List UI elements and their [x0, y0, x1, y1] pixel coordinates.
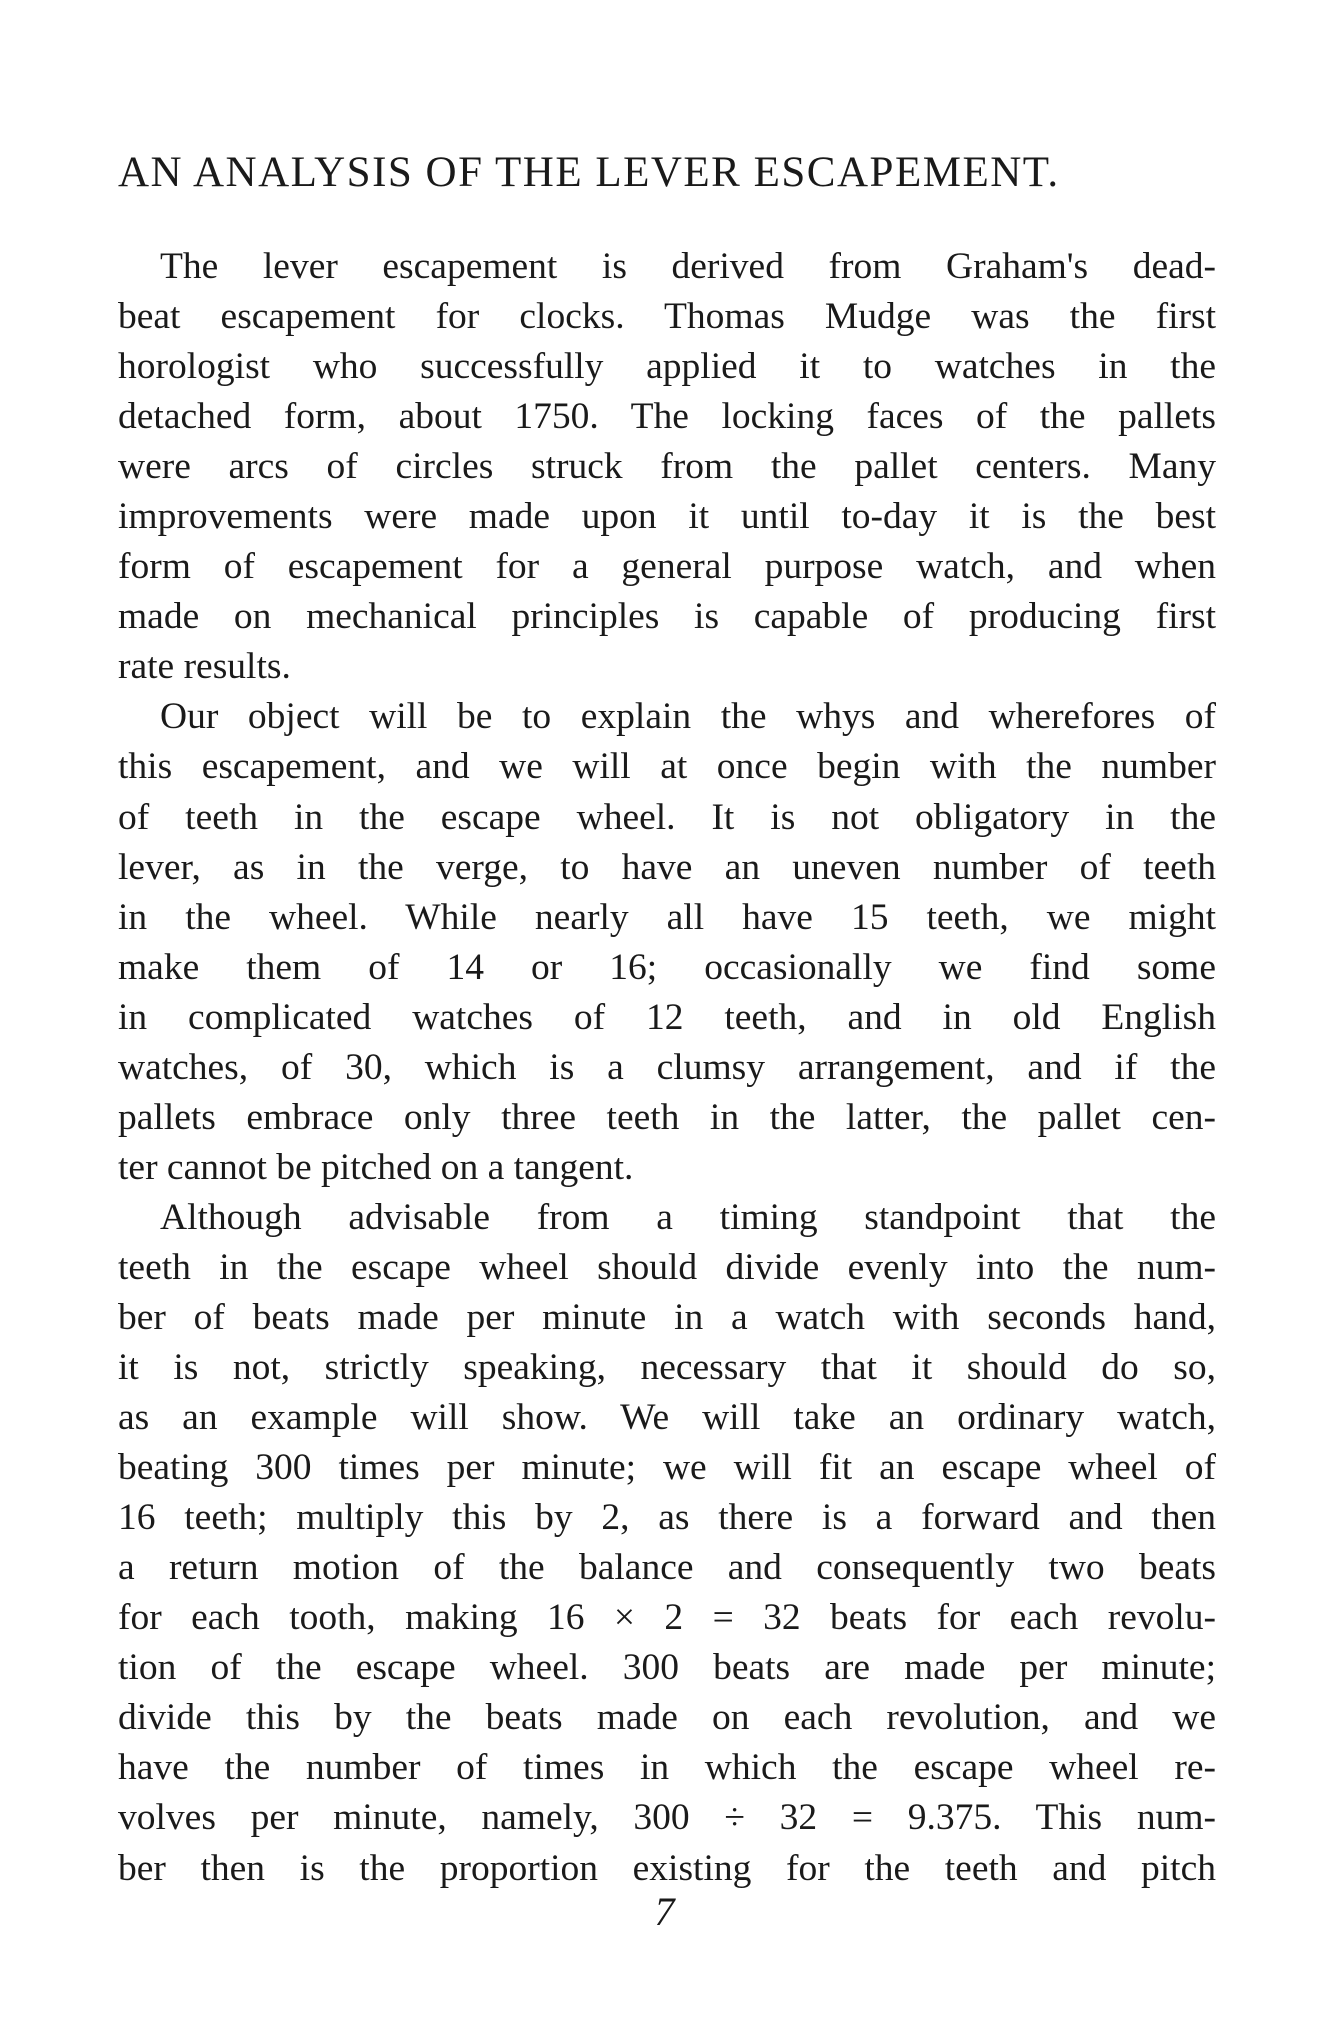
chapter-title: AN ANALYSIS OF THE LEVER ESCAPEMENT.: [118, 149, 1060, 196]
text-line: as an example will show. We will take an ordinary watch,: [118, 1397, 1216, 1439]
text-line: watches, of 30, which is a clumsy arrangement, and if the: [118, 1046, 1216, 1088]
text-line: this escapement, and we will at once begin with the number: [118, 746, 1216, 788]
text-line: in the wheel. While nearly all have 15 teeth, we might: [118, 896, 1216, 938]
text-line: beating 300 times per minute; we will fit an escape wheel of: [118, 1447, 1216, 1489]
text-line: tion of the escape wheel. 300 beats are made per minute;: [118, 1647, 1216, 1689]
text-line: ber then is the proportion existing for the teeth and pitch: [118, 1847, 1216, 1889]
text-line: pallets embrace only three teeth in the latter, the pallet cen-: [118, 1096, 1216, 1138]
text-line: a return motion of the balance and consequently two beats: [118, 1547, 1216, 1589]
text-line: Although advisable from a timing standpoint that the: [160, 1196, 1216, 1238]
text-line: divide this by the beats made on each revolution, and we: [118, 1697, 1216, 1739]
text-line: ber of beats made per minute in a watch with seconds hand,: [118, 1296, 1216, 1338]
text-line: Our object will be to explain the whys and wherefores of: [160, 696, 1216, 738]
text-line: made on mechanical principles is capable of producing first: [118, 596, 1216, 638]
text-line: rate results.: [118, 646, 291, 688]
text-line: lever, as in the verge, to have an uneven number of teeth: [118, 846, 1216, 888]
text-line: in complicated watches of 12 teeth, and in old English: [118, 996, 1216, 1038]
body-text: [118, 242, 1216, 1894]
paragraph-3: [118, 1193, 1216, 1894]
text-line: for each tooth, making 16 × 2 = 32 beats for each revolu-: [118, 1597, 1216, 1639]
page-number: 7: [654, 1889, 675, 1934]
text-line: horologist who successfully applied it to watches in the: [118, 346, 1216, 388]
text-line: improvements were made upon it until to-day it is the best: [118, 496, 1216, 538]
text-line: beat escapement for clocks. Thomas Mudge was the first: [118, 296, 1216, 338]
paragraph-1: [118, 242, 1216, 692]
text-line: form of escapement for a general purpose watch, and when: [118, 546, 1216, 588]
text-line: make them of 14 or 16; occasionally we find some: [118, 946, 1216, 988]
text-line: teeth in the escape wheel should divide evenly into the num-: [118, 1246, 1216, 1288]
text-line: ter cannot be pitched on a tangent.: [118, 1146, 634, 1188]
text-line: detached form, about 1750. The locking faces of the pallets: [118, 396, 1216, 438]
text-line: volves per minute, namely, 300 ÷ 32 = 9.375. This num-: [118, 1797, 1216, 1839]
text-line: have the number of times in which the escape wheel re-: [118, 1747, 1216, 1789]
paragraph-2: [118, 692, 1216, 1192]
text-line: it is not, strictly speaking, necessary that it should do so,: [118, 1347, 1216, 1389]
text-line: of teeth in the escape wheel. It is not obligatory in the: [118, 796, 1216, 838]
text-line: 16 teeth; multiply this by 2, as there is a forward and then: [118, 1497, 1216, 1539]
text-line: were arcs of circles struck from the pallet centers. Many: [118, 446, 1216, 488]
text-line: The lever escapement is derived from Graham's dead-: [160, 246, 1216, 287]
